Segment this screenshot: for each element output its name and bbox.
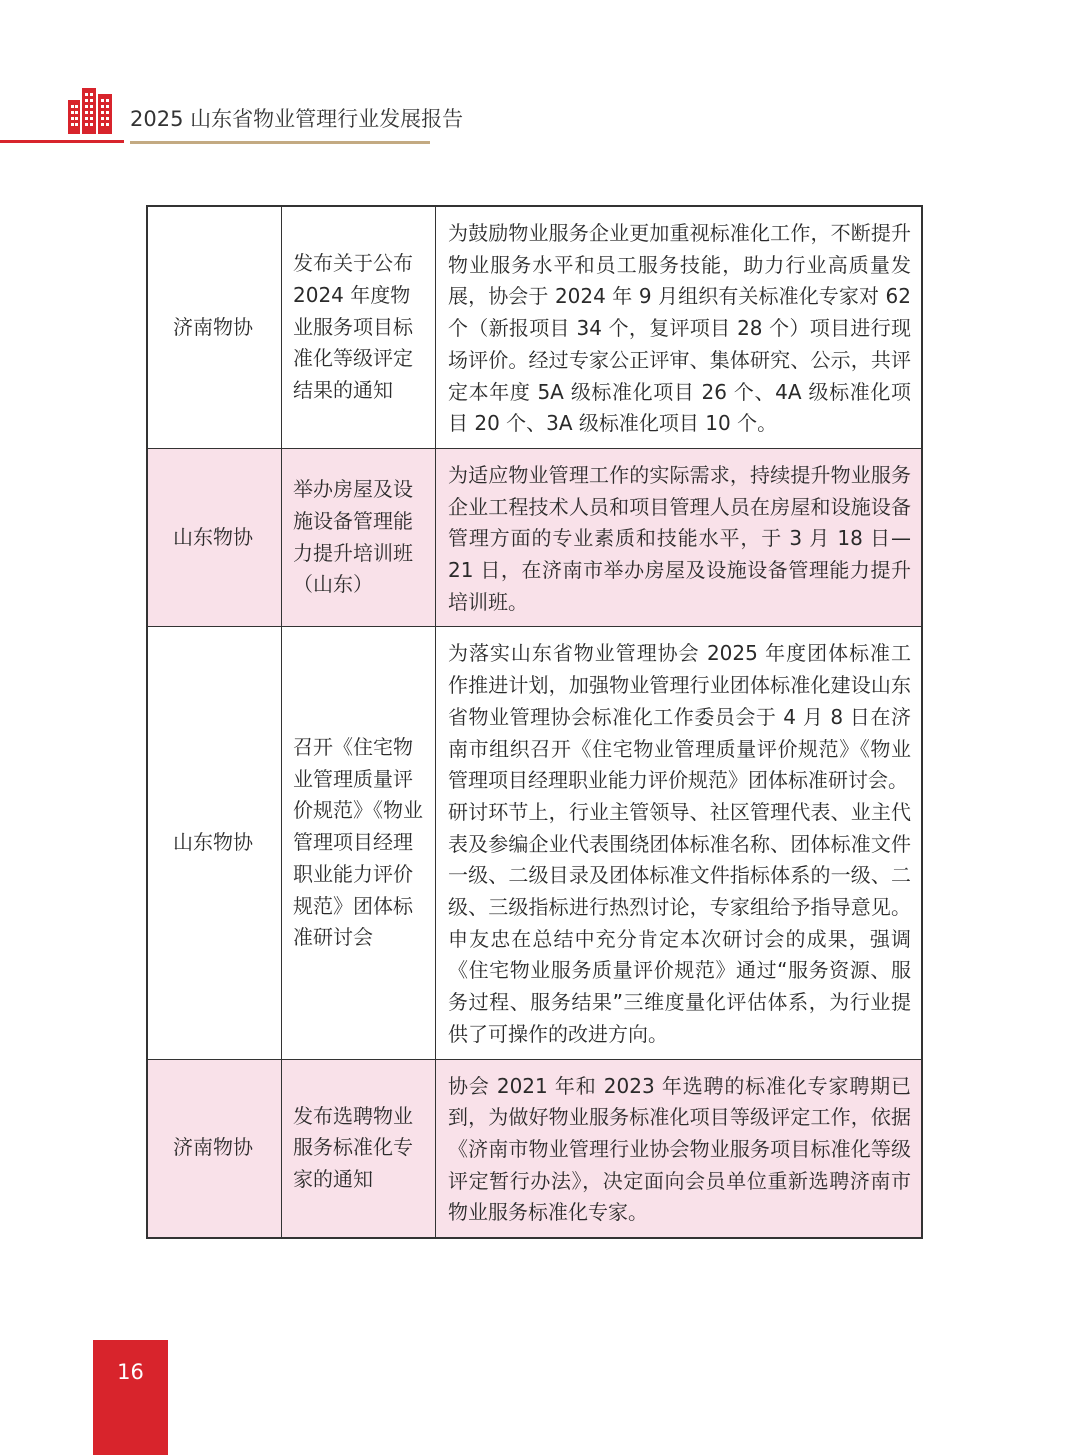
- report-title: 2025 山东省物业管理行业发展报告: [130, 107, 464, 131]
- table-row: [148, 207, 921, 448]
- description-paragraph: 为鼓励物业服务企业更加重视标准化工作，不断提升物业服务水平和员工服务技能，助力行业高质量发展，协会于 2024 年 9 月组织有关标准化专家对 62 个（新报项目 34 个，复评项目 28 个）项目进行现场评价。经过专家公正评审、集体研究、公示，共评定本年度 5A 级标准化项目 26 个、4A 级标准化项目 20 个、3A 级标准化项目 10 个。: [448, 221, 911, 436]
- description-paragraph: 研讨环节上，行业主管领导、社区管理代表、业主代表及参编企业代表围绕团体标准名称、团体标准文件一级、二级目录及团体标准文件指标体系的一级、二级、三级指标进行热烈讨论，专家组给予指导意见。申友忠在总结中充分肯定本次研讨会的成果，强调《住宅物业服务质量评价规范》通过“服务资源、服务过程、服务结果”三维度量化评估体系，为行业提供了可操作的改进方向。: [448, 799, 911, 1046]
- table-row: [148, 448, 921, 627]
- org-cell: 济南物协: [148, 207, 282, 448]
- header-red-rule: [0, 140, 124, 143]
- title-cell: [282, 1060, 436, 1238]
- description-cell: [436, 627, 921, 1058]
- page-number: 16: [117, 1360, 144, 1384]
- org-cell: 山东物协: [148, 449, 282, 627]
- table-row: [148, 626, 921, 1058]
- title-cell: [282, 207, 436, 448]
- title-text: 发布关于公布 2024 年度物业服务项目标准化等级评定结果的通知: [293, 251, 413, 403]
- description-paragraph: 为落实山东省物业管理协会 2025 年度团体标准工作推进计划，加强物业管理行业团体标准化建设山东省物业管理协会标准化工作委员会于 4 月 8 日在济南市组织召开《住宅物业管理质量评价规范》《物业管理项目经理职业能力评价规范》团体标准研讨会。: [448, 641, 911, 793]
- title-cell: [282, 627, 436, 1058]
- activities-table: [146, 205, 923, 1239]
- page-number-tab: [93, 1340, 168, 1455]
- table-row: [148, 1059, 921, 1238]
- description-cell: [436, 207, 921, 448]
- title-text: 召开《住宅物业管理质量评价规范》《物业管理项目经理职业能力评价规范》团体标准研讨会: [293, 735, 423, 950]
- header-gold-rule: [130, 141, 430, 144]
- org-cell: 山东物协: [148, 627, 282, 1058]
- title-text: 发布选聘物业服务标准化专家的通知: [293, 1103, 413, 1192]
- description-cell: [436, 449, 921, 627]
- description-paragraph: 为适应物业管理工作的实际需求，持续提升物业服务企业工程技术人员和项目管理人员在房屋和设施设备管理方面的专业素质和技能水平，于 3 月 18 日—21 日，在济南市举办房屋及设施设备管理能力提升培训班。: [448, 462, 911, 614]
- building-icon: [66, 86, 118, 134]
- description-cell: [436, 1060, 921, 1238]
- org-cell: 济南物协: [148, 1060, 282, 1238]
- description-paragraph: 协会 2021 年和 2023 年选聘的标准化专家聘期已到，为做好物业服务标准化项目等级评定工作，依据《济南市物业管理行业协会物业服务项目标准化等级评定暂行办法》，决定面向会员单位重新选聘济南市物业服务标准化专家。: [448, 1073, 911, 1225]
- title-text: 举办房屋及设施设备管理能力提升培训班（山东）: [293, 477, 413, 597]
- title-cell: [282, 449, 436, 627]
